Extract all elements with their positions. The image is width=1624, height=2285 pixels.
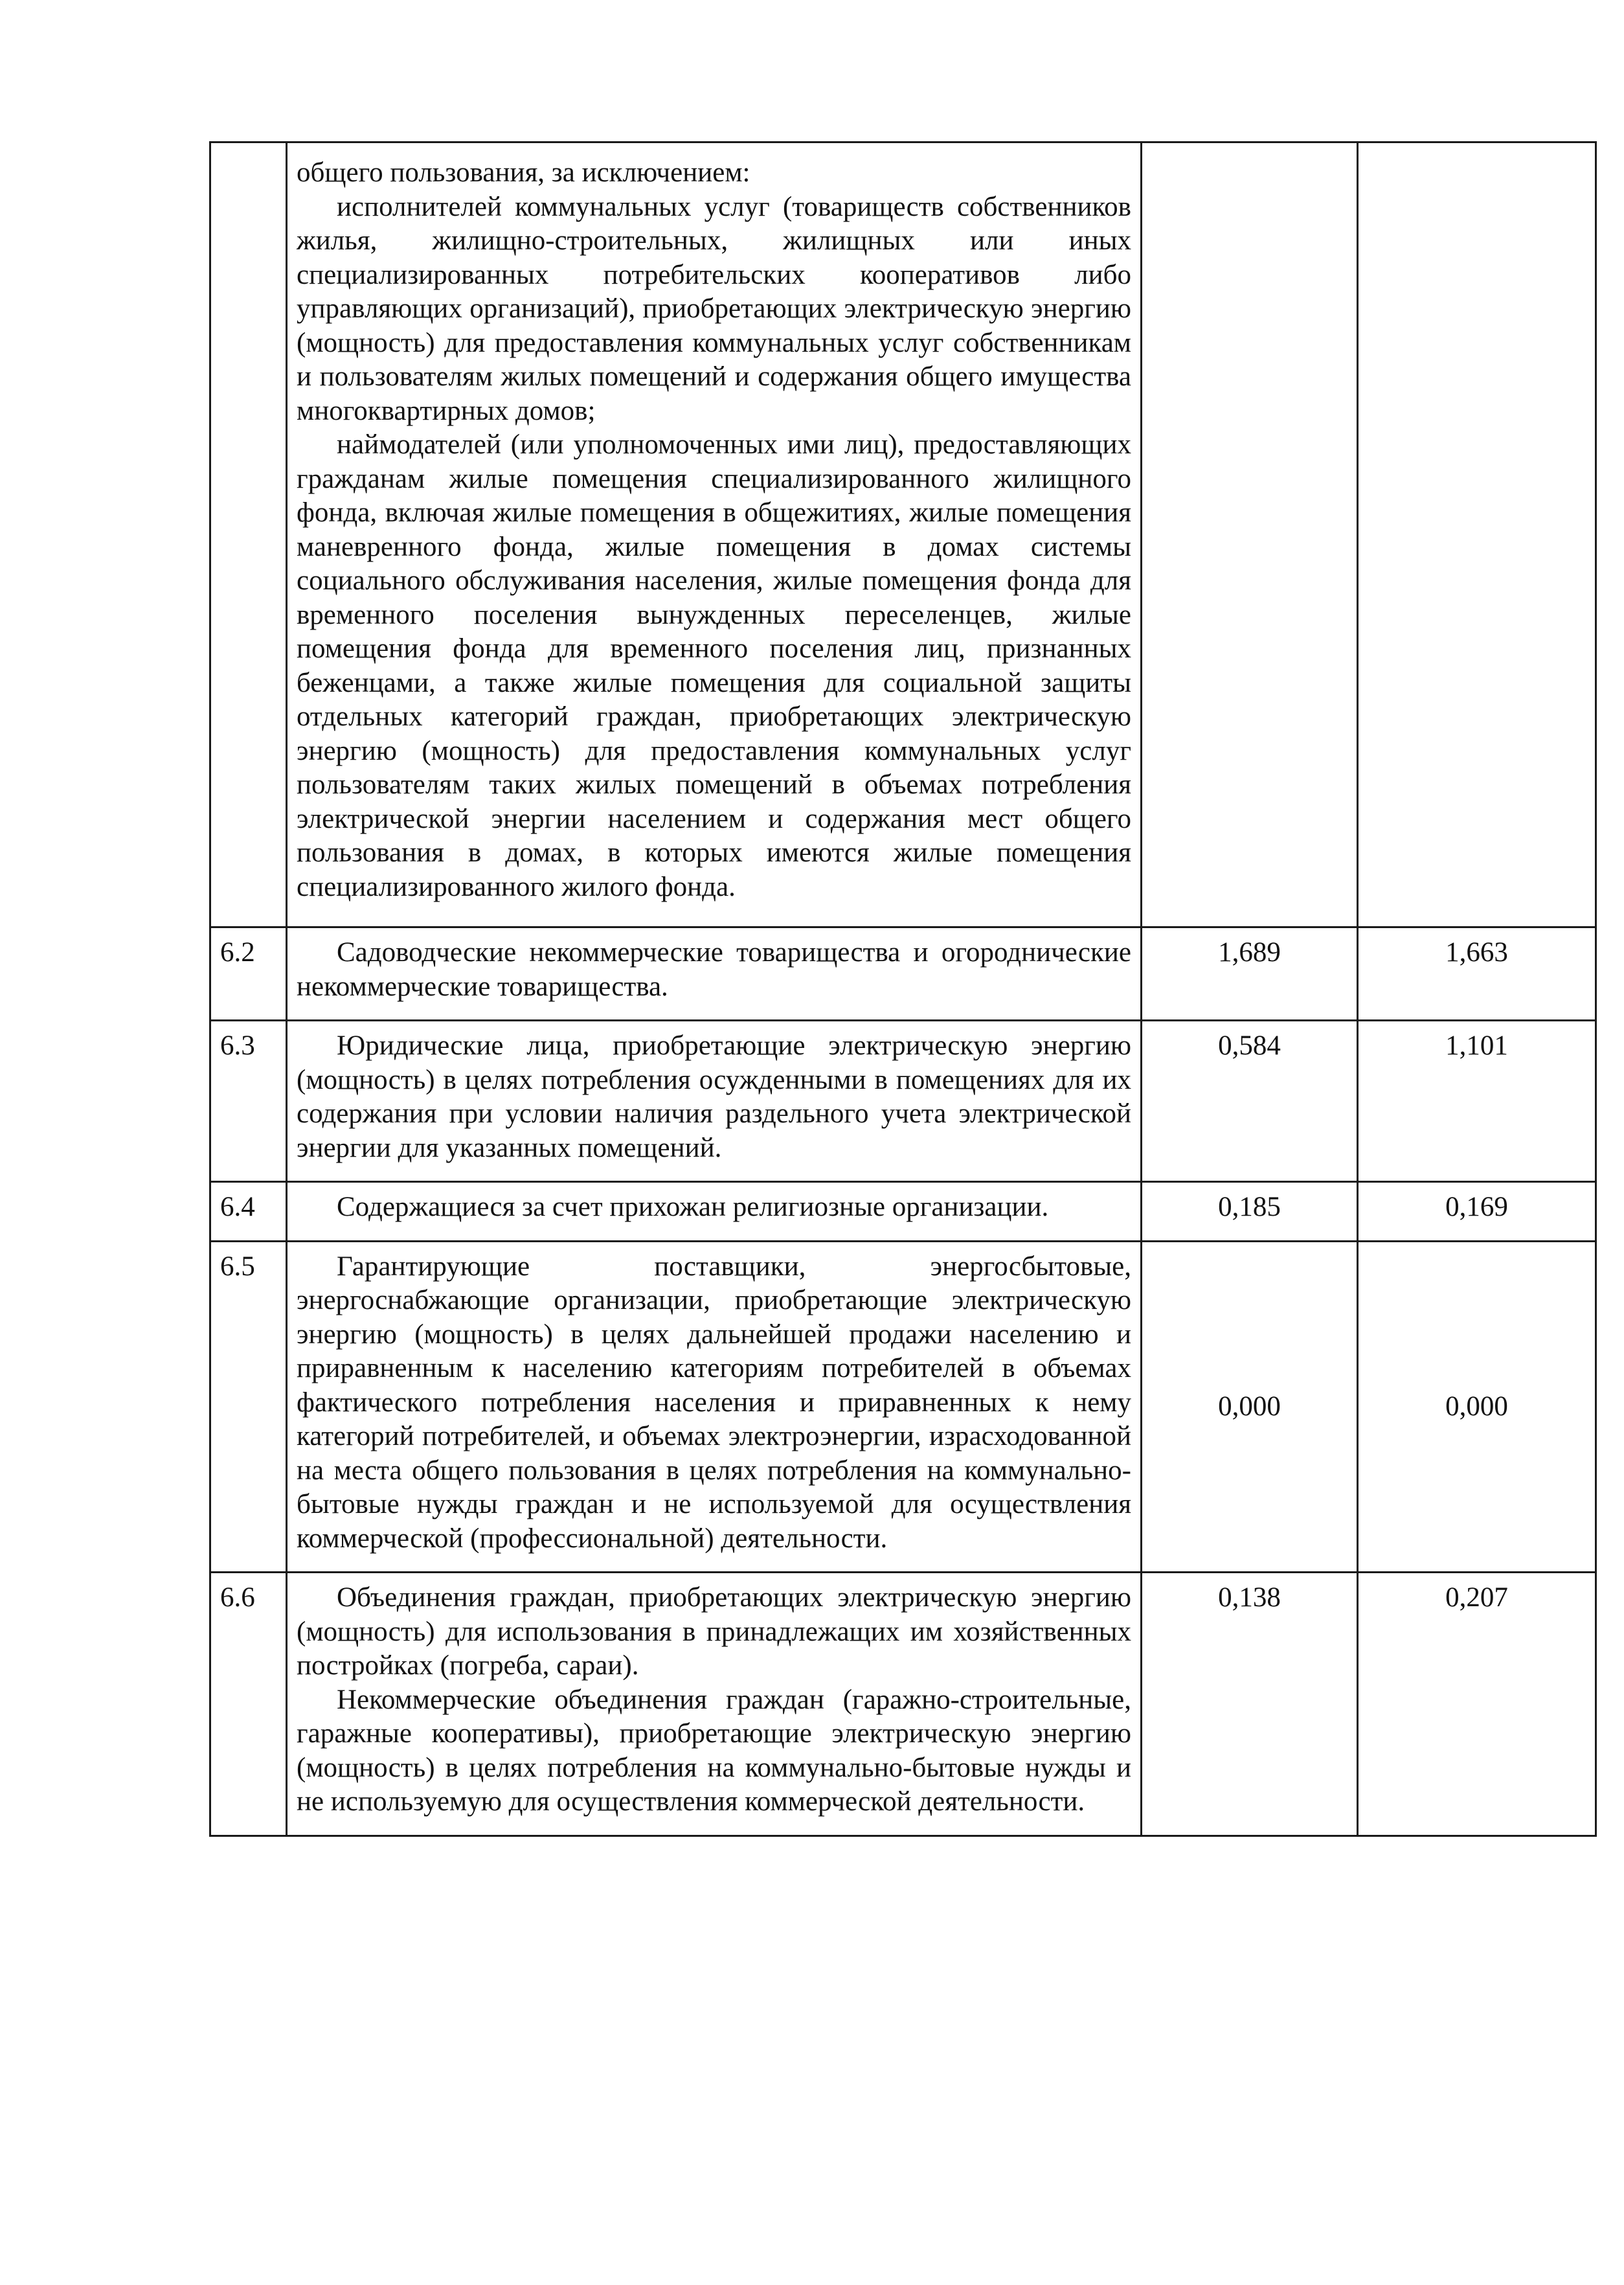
- table-row: [210, 142, 1596, 927]
- table-row: [210, 1241, 1596, 1573]
- row-value-2: 1,101: [1358, 1021, 1596, 1182]
- row-number: 6.3: [210, 1021, 287, 1182]
- row-number: 6.5: [210, 1241, 287, 1573]
- description-paragraph: Юридические лица, приобретающие электрическую энергию (мощность) в целях потребления осужденными в помещениях для их содержания при условии наличия раздельного учета электрической энергии для указанных помещений.: [297, 1030, 1131, 1163]
- row-description: [287, 1021, 1142, 1182]
- row-value-1: 1,689: [1142, 927, 1358, 1021]
- row-value-1: [1142, 142, 1358, 927]
- row-description: [287, 142, 1142, 927]
- row-description: [287, 1182, 1142, 1242]
- description-paragraph: исполнителей коммунальных услуг (товариществ собственников жилья, жилищно-строительных, жилищных или иных специализированных потребительских кооперативов либо управляющих организаций), приобретающих электрическую энергию (мощность) для предоставления коммунальных услуг собственникам и пользователям жилых помещений и содержания общего имущества многоквартирных домов;: [297, 191, 1131, 426]
- row-number: 6.4: [210, 1182, 287, 1242]
- row-value-2: 0,000: [1358, 1241, 1596, 1573]
- row-description: [287, 1241, 1142, 1573]
- row-number: 6.6: [210, 1573, 287, 1836]
- table-row: [210, 1182, 1596, 1242]
- table-row: [210, 927, 1596, 1021]
- row-value-2: 1,663: [1358, 927, 1596, 1021]
- row-value-1: 0,185: [1142, 1182, 1358, 1242]
- table-row: [210, 1573, 1596, 1836]
- row-description: [287, 1573, 1142, 1836]
- table-row: [210, 1021, 1596, 1182]
- row-number: [210, 142, 287, 927]
- description-paragraph: Садоводческие некоммерческие товарищества и огороднические некоммерческие товарищества.: [297, 937, 1131, 1002]
- row-value-2: 0,169: [1358, 1182, 1596, 1242]
- row-number: 6.2: [210, 927, 287, 1021]
- row-value-2: [1358, 142, 1596, 927]
- row-value-1: 0,138: [1142, 1573, 1358, 1836]
- row-value-2: 0,207: [1358, 1573, 1596, 1836]
- description-paragraph: Некоммерческие объединения граждан (гаражно-строительные, гаражные кооперативы), приобретающие электрическую энергию (мощность) в целях потребления на коммунально-бытовые нужды и не используемую для осуществления коммерческой деятельности.: [297, 1684, 1131, 1817]
- row-value-1: 0,584: [1142, 1021, 1358, 1182]
- description-paragraph: Объединения граждан, приобретающих электрическую энергию (мощность) для использования в принадлежащих им хозяйственных постройках (погреба, сараи).: [297, 1582, 1131, 1681]
- row-description: [287, 927, 1142, 1021]
- description-paragraph: Гарантирующие поставщики, энергосбытовые, энергоснабжающие организации, приобретающие электрическую энергию (мощность) в целях дальнейшей продажи населению и приравненным к населению категориям потребителей в объемах фактического потребления населения и приравненных к нему категорий потребителей, и объемах электроэнергии, израсходованной на места общего пользования в целях потребления на коммунально-бытовые нужды граждан и не используемой для осуществления коммерческой (профессиональной) деятельности.: [297, 1251, 1131, 1554]
- tariff-table: [209, 141, 1597, 1837]
- row-value-1: 0,000: [1142, 1241, 1358, 1573]
- description-paragraph: наймодателей (или уполномоченных ими лиц), предоставляющих гражданам жилые помещения специализированного жилищного фонда, включая жилые помещения в общежитиях, жилые помещения маневренного фонда, жилые помещения в домах системы социального обслуживания населения, жилые помещения фонда для временного поселения вынужденных переселенцев, жилые помещения фонда для временного поселения лиц, признанных беженцами, а также жилые помещения для социальной защиты отдельных категорий граждан, приобретающих электрическую энергию (мощность) для предоставления коммунальных услуг пользователям таких жилых помещений в объемах потребления электрической энергии населением и содержания мест общего пользования в домах, в которых имеются жилые помещения специализированного жилого фонда.: [297, 429, 1131, 902]
- description-paragraph: общего пользования, за исключением:: [297, 157, 750, 188]
- description-paragraph: Содержащиеся за счет прихожан религиозные организации.: [337, 1192, 1049, 1222]
